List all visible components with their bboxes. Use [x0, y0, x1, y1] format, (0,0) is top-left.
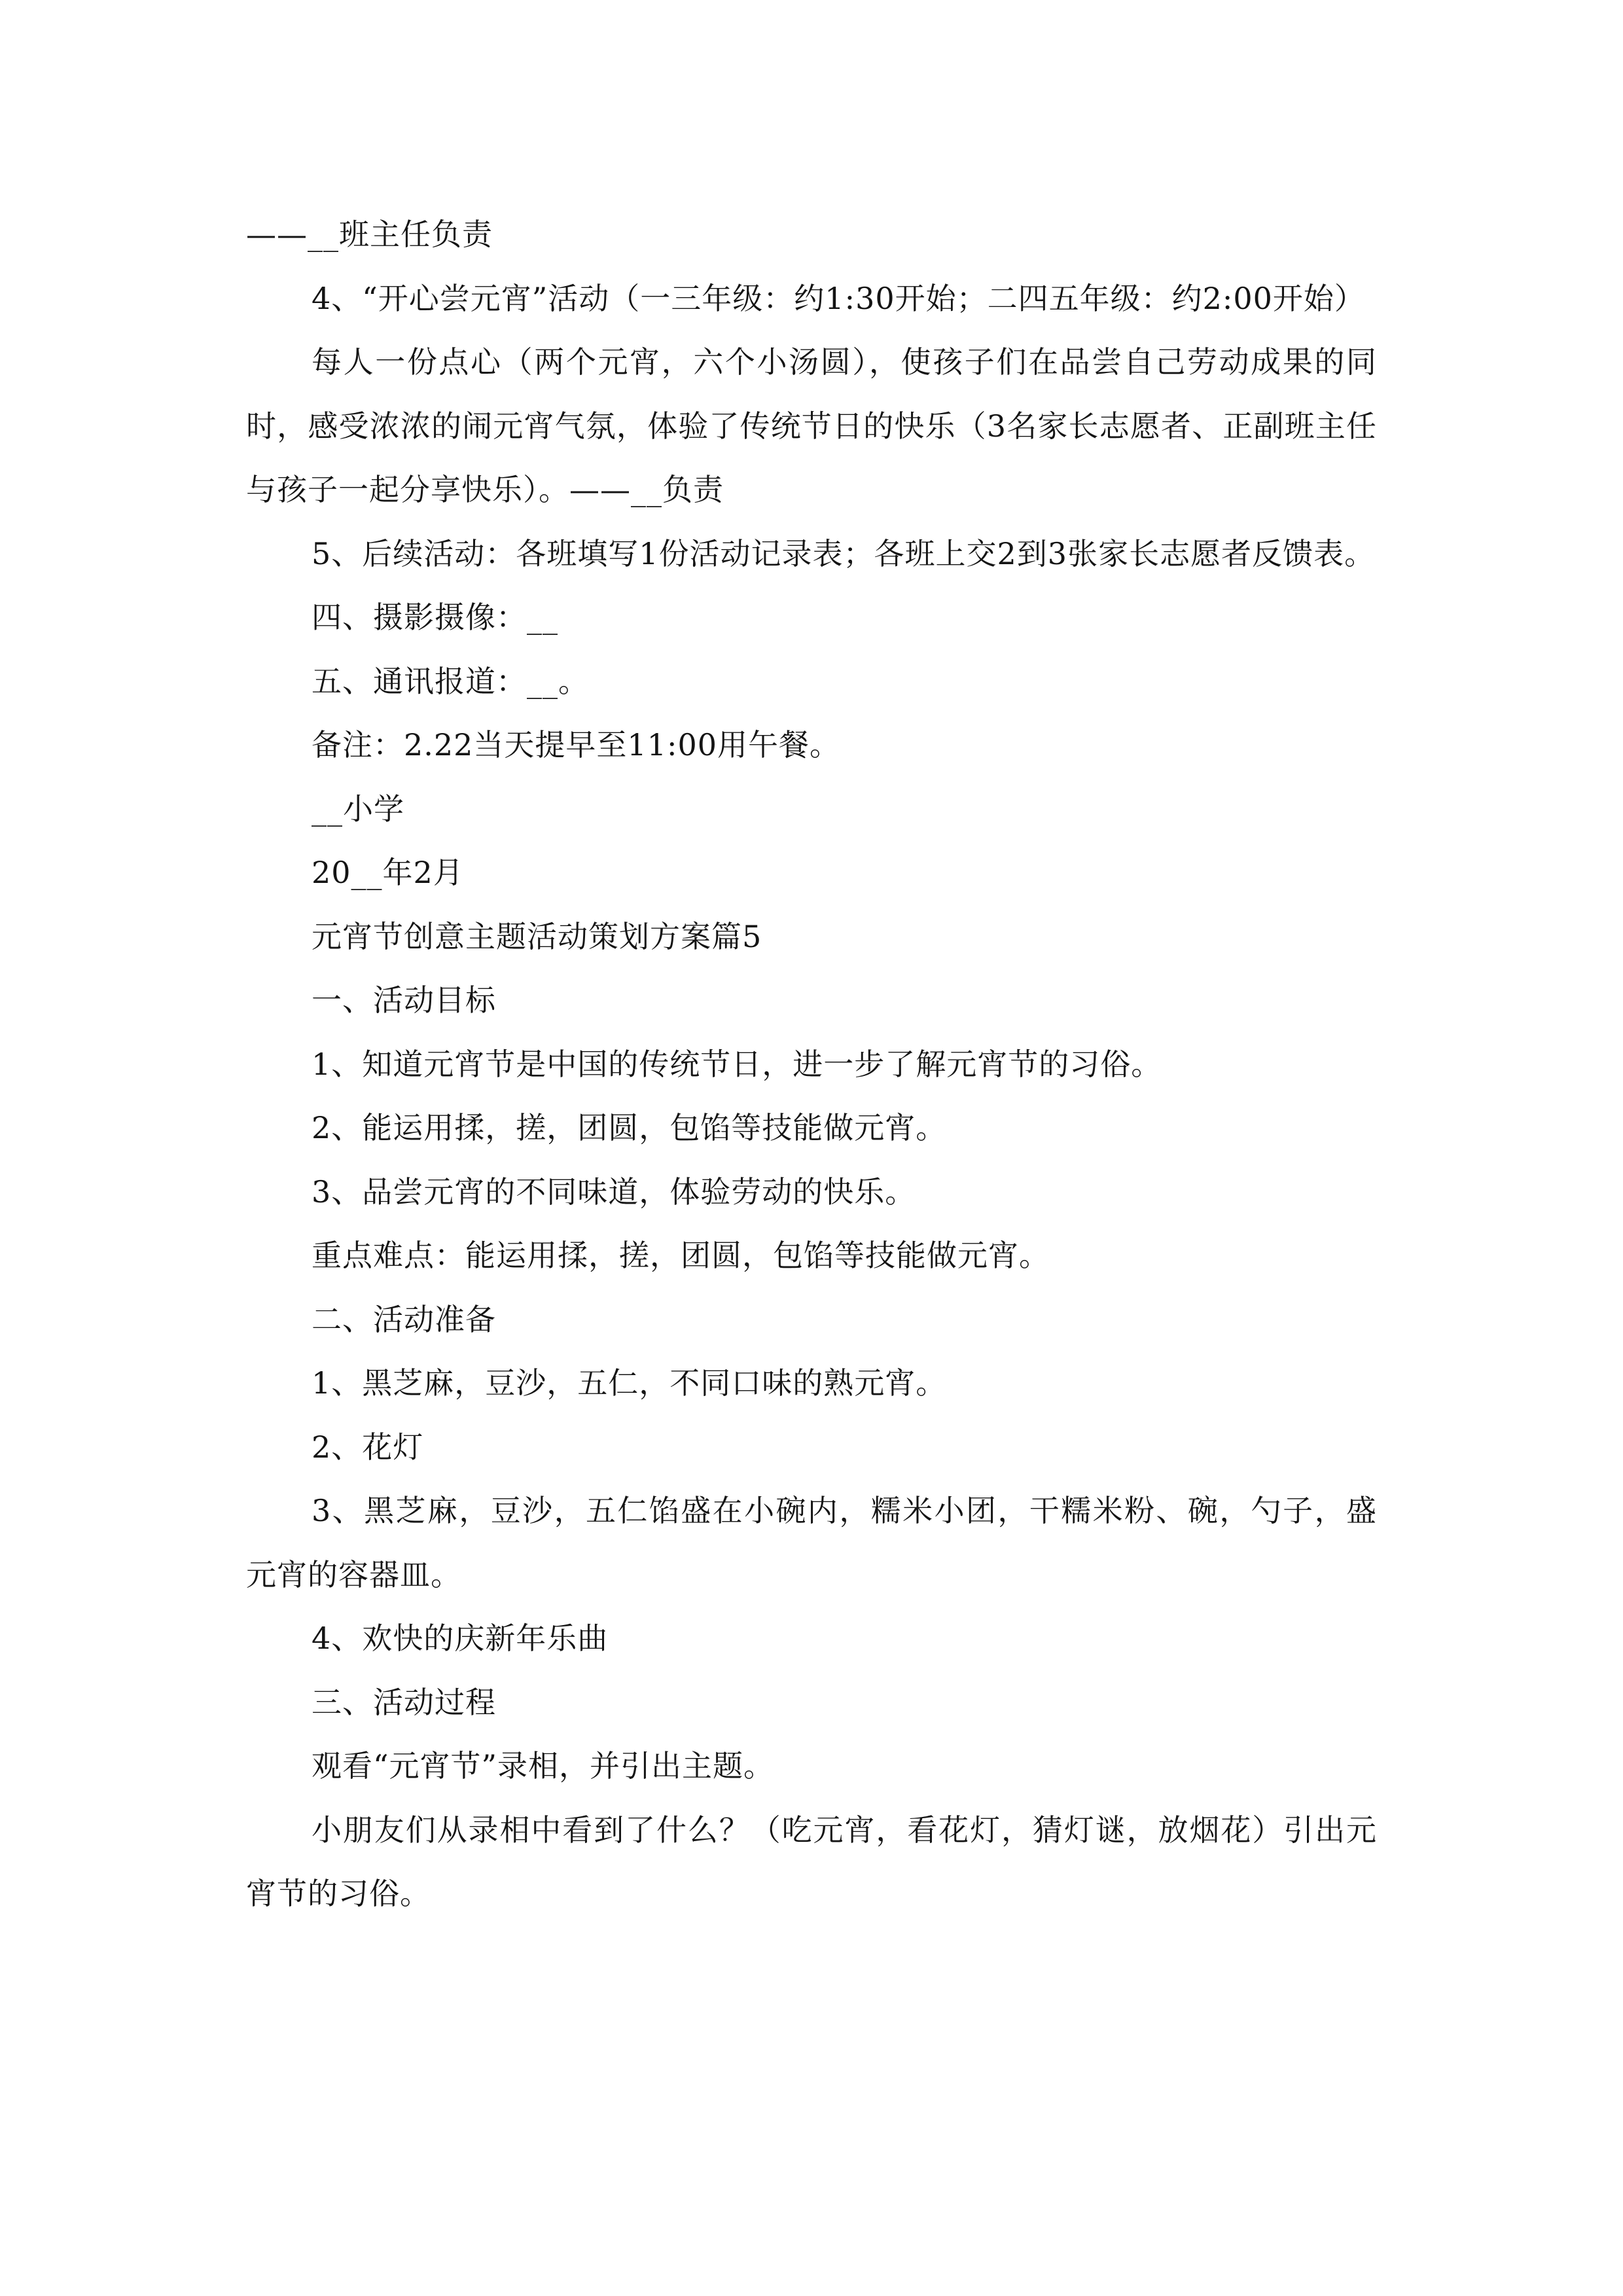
paragraph: ——__班主任负责 — [246, 217, 493, 252]
list-item: 2、花灯 — [312, 1429, 424, 1465]
paragraph: 观看“元宵节”录相，并引出主题。 — [312, 1748, 775, 1784]
paragraph: 五、通讯报道：__。 — [312, 663, 589, 699]
paragraph: __小学 — [312, 791, 404, 827]
list-item: 3、黑芝麻，豆沙，五仁馅盛在小碗内，糯米小团，干糯米粉、碗，勺子，盛元宵的容器皿。 — [246, 1493, 1377, 1592]
paragraph: 小朋友们从录相中看到了什么？（吃元宵，看花灯，猜灯谜，放烟花）引出元宵节的习俗。 — [246, 1812, 1377, 1911]
paragraph: 重点难点：能运用揉，搓，团圆，包馅等技能做元宵。 — [312, 1238, 1050, 1273]
list-item: 3、品尝元宵的不同味道，体验劳动的快乐。 — [312, 1174, 916, 1210]
section-heading: 三、活动过程 — [312, 1684, 496, 1720]
list-item: 1、知道元宵节是中国的传统节日，进一步了解元宵节的习俗。 — [312, 1046, 1162, 1082]
paragraph: 每人一份点心（两个元宵，六个小汤圆），使孩子们在品尝自己劳动成果的同时，感受浓浓的闹元宵气氛，体验了传统节日的快乐（3名家长志愿者、正副班主任与孩子一起分享快乐）。——__负责 — [246, 344, 1377, 507]
paragraph: 5、后续活动：各班填写1份活动记录表；各班上交2到3张家长志愿者反馈表。 — [312, 535, 1376, 571]
list-item: 2、能运用揉，搓，团圆，包馅等技能做元宵。 — [312, 1110, 947, 1145]
section-heading: 二、活动准备 — [312, 1301, 496, 1337]
list-item: 1、黑芝麻，豆沙，五仁，不同口味的熟元宵。 — [312, 1365, 947, 1401]
document-body — [246, 203, 1377, 1926]
paragraph: 备注：2.22当天提早至11:00用午餐。 — [312, 727, 840, 762]
list-item: 4、欢快的庆新年乐曲 — [312, 1621, 609, 1656]
section-heading: 一、活动目标 — [312, 982, 496, 1018]
paragraph: 20__年2月 — [312, 855, 464, 890]
paragraph: 4、“开心尝元宵”活动（一三年级：约1:30开始；二四五年级：约2:00开始） — [312, 280, 1365, 316]
section-title: 元宵节创意主题活动策划方案篇5 — [312, 918, 762, 954]
paragraph: 四、摄影摄像：__ — [312, 600, 558, 635]
